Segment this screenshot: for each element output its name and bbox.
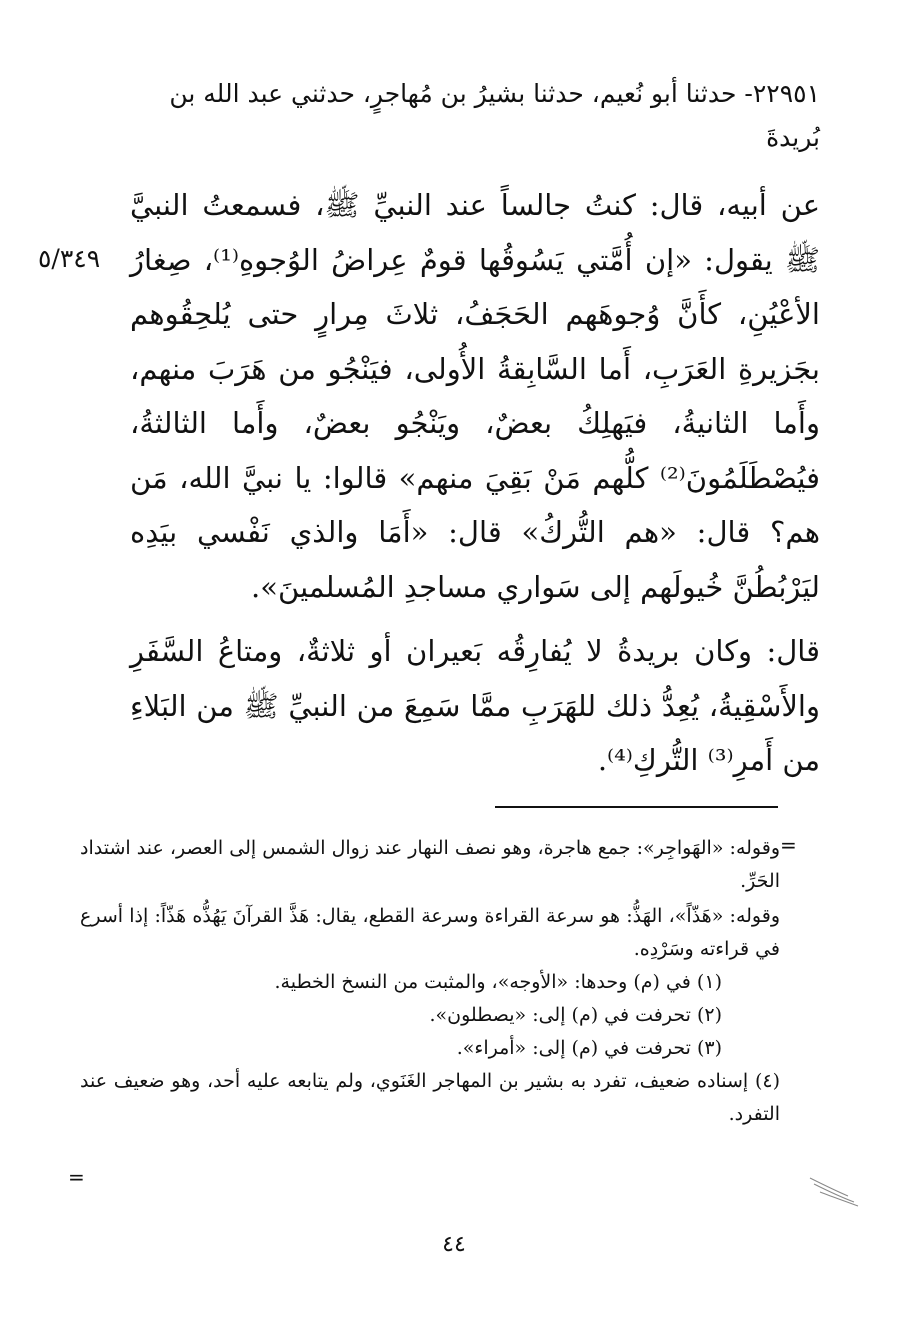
hadith-body-paragraph-1: عن أبيه، قال: كنتُ جالساً عند النبيِّ ﷺ، فسمعتُ النبيَّ ﷺ يقول: «إن أُمَّتي يَسُوقُها قومٌ عِراضُ الوُجوهِ⁽¹⁾، صِغارُ الأعْيُنِ، كأَنَّ وُجوهَهم الحَجَفُ، ثلاثَ مِرارٍ حتى يُلحِقُوهم بجَزيرةِ العَرَبِ، أَما السَّابِقةُ الأُولى، فيَنْجُو من هَرَبَ منهم، وأَما الثانيةُ، فيَهلِكُ بعضٌ، ويَنْجُو بعضٌ، وأَما الثالثةُ، فيُصْطَلَمُونَ⁽²⁾ كلُّهم مَنْ بَقِيَ منهم» قالوا: يا نبيَّ الله، مَن هم؟ قال: «هم التُّركُ» قال: «أَمَا والذي نَفْسي بيَدِه ليَرْبُطُنَّ خُيولَهم إلى سَواري مساجدِ المُسلمينَ». bbox=[130, 188, 821, 604]
page-number: ٤٤ bbox=[442, 1232, 466, 1257]
footnote-4: (٤) إسناده ضعيف، تفرد به بشير بن المهاجر الغَنَوي، ولم يتابعه عليه أحد، وهو ضعيف عند التفرد. bbox=[80, 1070, 780, 1125]
hadith-header-line2: بُريدةَ bbox=[766, 123, 820, 152]
hadith-header bbox=[100, 72, 820, 160]
footnotes bbox=[80, 830, 780, 1131]
footnote-2: (٢) تحرفت في (م) إلى: «يصطلون». bbox=[429, 1004, 722, 1026]
hadith-header-line1: ٢٢٩٥١- حدثنا أبو نُعيم، حدثنا بشيرُ بن مُهاجرٍ، حدثني عبد الله بن bbox=[169, 79, 820, 108]
footnote-note-a: وقوله: «الهَواجِر»: جمع هاجرة، وهو نصف النهار عند زوال الشمس إلى العصر، عند اشتداد الحَرِّ. bbox=[80, 837, 780, 892]
continuation-marker: = bbox=[780, 833, 797, 857]
margin-volume-page-reference: ٥/٣٤٩ bbox=[38, 244, 101, 273]
footnote-note-b: وقوله: «هَذّاً»، الهَذُّ: هو سرعة القراءة وسرعة القطع، يقال: هَذَّ القرآنَ يَهُذُّه هَذّاً: إذا أسرع في قراءته وسَرْدِه. bbox=[80, 905, 780, 960]
hadith-body-paragraph-2: قال: وكان بريدةُ لا يُفارِقُه بَعيران أو ثلاثةٌ، ومتاعُ السَّفَرِ والأَسْقِيةُ، يُعِدُّ ذلك للهَرَبِ ممَّا سَمِعَ من النبيِّ ﷺ من البَلاءِ من أَمرِ⁽³⁾ التُّركِ⁽⁴⁾. bbox=[130, 634, 820, 777]
hadith-body bbox=[130, 178, 820, 788]
footnote-divider bbox=[495, 806, 778, 808]
footnote-1: (١) في (م) وحدها: «الأوجه»، والمثبت من النسخ الخطية. bbox=[274, 971, 722, 993]
end-continuation-marker: = bbox=[68, 1165, 85, 1189]
footnote-3: (٣) تحرفت في (م) إلى: «أمراء». bbox=[456, 1037, 722, 1059]
ink-smudge-icon bbox=[808, 1170, 868, 1210]
